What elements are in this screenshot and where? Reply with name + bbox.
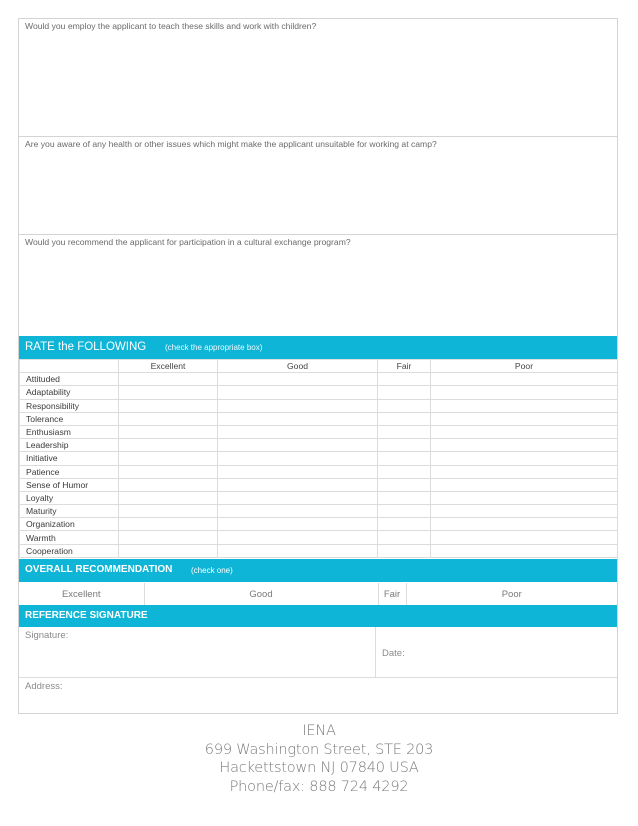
footer-address (0, 722, 638, 796)
rating-checkbox-poor[interactable] (431, 465, 618, 478)
rating-row (20, 478, 618, 491)
rating-header-fair: Fair (378, 360, 431, 373)
rating-trait-label: Leadership (20, 439, 119, 452)
footer-street: 699 Washington Street, STE 203 (204, 741, 434, 758)
rating-header-good: Good (218, 360, 378, 373)
rating-checkbox-excellent[interactable] (119, 399, 218, 412)
rating-checkbox-poor[interactable] (431, 373, 618, 386)
overall-options-table (19, 583, 617, 606)
rating-row (20, 439, 618, 452)
overall-option-poor[interactable]: Poor (406, 583, 617, 606)
rating-checkbox-excellent[interactable] (119, 386, 218, 399)
rating-checkbox-poor[interactable] (431, 412, 618, 425)
rating-checkbox-poor[interactable] (431, 478, 618, 491)
rating-checkbox-good[interactable] (218, 544, 378, 557)
rating-checkbox-fair[interactable] (378, 531, 431, 544)
rate-note: (check the appropriate box) (165, 343, 263, 352)
rating-checkbox-fair[interactable] (378, 491, 431, 504)
rating-checkbox-fair[interactable] (378, 373, 431, 386)
rating-header-blank (20, 360, 119, 373)
rating-checkbox-fair[interactable] (378, 544, 431, 557)
rating-trait-label: Maturity (20, 505, 119, 518)
rating-trait-label: Loyalty (20, 491, 119, 504)
rating-trait-label: Adaptability (20, 386, 119, 399)
rating-checkbox-poor[interactable] (431, 518, 618, 531)
question-health-text: Are you aware of any health or other issues which might make the applicant unsuitable for working at camp? (25, 139, 437, 149)
rating-checkbox-good[interactable] (218, 518, 378, 531)
signature-title: REFERENCE SIGNATURE (25, 610, 148, 621)
question-recommend-box[interactable] (19, 235, 617, 336)
rating-checkbox-excellent[interactable] (119, 491, 218, 504)
address-field[interactable] (19, 678, 617, 715)
rating-checkbox-good[interactable] (218, 505, 378, 518)
footer-phone: Phone/fax: 888 724 4292 (229, 778, 409, 795)
rating-checkbox-good[interactable] (218, 465, 378, 478)
rating-checkbox-poor[interactable] (431, 399, 618, 412)
rating-checkbox-excellent[interactable] (119, 505, 218, 518)
overall-note: (check one) (191, 566, 233, 575)
rating-row (20, 531, 618, 544)
rating-row (20, 505, 618, 518)
rating-checkbox-poor[interactable] (431, 386, 618, 399)
rating-checkbox-poor[interactable] (431, 439, 618, 452)
rating-header-row (20, 360, 618, 373)
rating-row (20, 399, 618, 412)
rating-header-poor: Poor (431, 360, 618, 373)
rating-checkbox-good[interactable] (218, 452, 378, 465)
rating-checkbox-excellent[interactable] (119, 425, 218, 438)
rating-checkbox-excellent[interactable] (119, 531, 218, 544)
rating-checkbox-poor[interactable] (431, 425, 618, 438)
rating-checkbox-excellent[interactable] (119, 373, 218, 386)
rating-row (20, 452, 618, 465)
rating-trait-label: Organization (20, 518, 119, 531)
overall-option-fair[interactable]: Fair (378, 583, 406, 606)
rating-checkbox-good[interactable] (218, 491, 378, 504)
rating-checkbox-fair[interactable] (378, 439, 431, 452)
rating-checkbox-good[interactable] (218, 439, 378, 452)
footer-city: Hackettstown NJ 07840 USA (219, 760, 419, 776)
overall-option-excellent[interactable]: Excellent (19, 583, 144, 606)
rating-row (20, 518, 618, 531)
signature-header-bar (19, 605, 617, 627)
rating-checkbox-fair[interactable] (378, 399, 431, 412)
rating-checkbox-good[interactable] (218, 412, 378, 425)
rating-checkbox-excellent[interactable] (119, 439, 218, 452)
rating-checkbox-poor[interactable] (431, 452, 618, 465)
rating-checkbox-excellent[interactable] (119, 412, 218, 425)
question-recommend-text: Would you recommend the applicant for participation in a cultural exchange program? (25, 237, 351, 247)
rating-checkbox-fair[interactable] (378, 386, 431, 399)
rating-checkbox-fair[interactable] (378, 425, 431, 438)
overall-header-bar (19, 559, 617, 582)
rating-trait-label: Warmth (20, 531, 119, 544)
rating-row (20, 544, 618, 557)
signature-area (19, 627, 617, 713)
rating-checkbox-excellent[interactable] (119, 518, 218, 531)
overall-option-good[interactable]: Good (144, 583, 378, 606)
rating-checkbox-poor[interactable] (431, 491, 618, 504)
rating-checkbox-excellent[interactable] (119, 478, 218, 491)
rating-trait-label: Enthusiasm (20, 425, 119, 438)
rating-trait-label: Responsibility (20, 399, 119, 412)
rating-checkbox-fair[interactable] (378, 505, 431, 518)
rating-checkbox-poor[interactable] (431, 505, 618, 518)
rating-trait-label: Cooperation (20, 544, 119, 557)
rating-trait-label: Attituded (20, 373, 119, 386)
rating-row (20, 386, 618, 399)
rating-checkbox-poor[interactable] (431, 531, 618, 544)
rating-checkbox-good[interactable] (218, 478, 378, 491)
question-health-box[interactable] (19, 137, 617, 235)
rating-trait-label: Sense of Humor (20, 478, 119, 491)
rating-checkbox-good[interactable] (218, 531, 378, 544)
overall-title: OVERALL RECOMMENDATION (25, 564, 173, 575)
rate-title: RATE the FOLLOWING (25, 341, 147, 353)
rating-checkbox-poor[interactable] (431, 544, 618, 557)
rating-checkbox-good[interactable] (218, 399, 378, 412)
rating-row (20, 412, 618, 425)
rating-checkbox-fair[interactable] (378, 452, 431, 465)
question-employ-text: Would you employ the applicant to teach these skills and work with children? (25, 21, 317, 31)
address-label: Address: (25, 681, 63, 692)
rate-header-bar (19, 336, 617, 359)
date-label: Date: (382, 648, 405, 659)
rating-row (20, 373, 618, 386)
rating-checkbox-fair[interactable] (378, 465, 431, 478)
rating-table (19, 359, 618, 558)
rating-checkbox-fair[interactable] (378, 518, 431, 531)
rating-checkbox-fair[interactable] (378, 478, 431, 491)
rating-checkbox-good[interactable] (218, 386, 378, 399)
rating-checkbox-good[interactable] (218, 425, 378, 438)
rating-checkbox-excellent[interactable] (119, 465, 218, 478)
rating-row (20, 491, 618, 504)
footer-org: IENA (302, 723, 336, 739)
rating-checkbox-fair[interactable] (378, 412, 431, 425)
rating-header-excellent: Excellent (119, 360, 218, 373)
rating-trait-label: Initiative (20, 452, 119, 465)
rating-trait-label: Patience (20, 465, 119, 478)
rating-trait-label: Tolerance (20, 412, 119, 425)
question-employ-box[interactable] (19, 19, 617, 137)
reference-form (18, 18, 618, 714)
date-field[interactable] (376, 627, 617, 678)
rating-row (20, 425, 618, 438)
rating-checkbox-excellent[interactable] (119, 544, 218, 557)
signature-field[interactable] (19, 627, 376, 678)
rating-checkbox-good[interactable] (218, 373, 378, 386)
rating-checkbox-excellent[interactable] (119, 452, 218, 465)
signature-label: Signature: (25, 630, 69, 641)
rating-row (20, 465, 618, 478)
